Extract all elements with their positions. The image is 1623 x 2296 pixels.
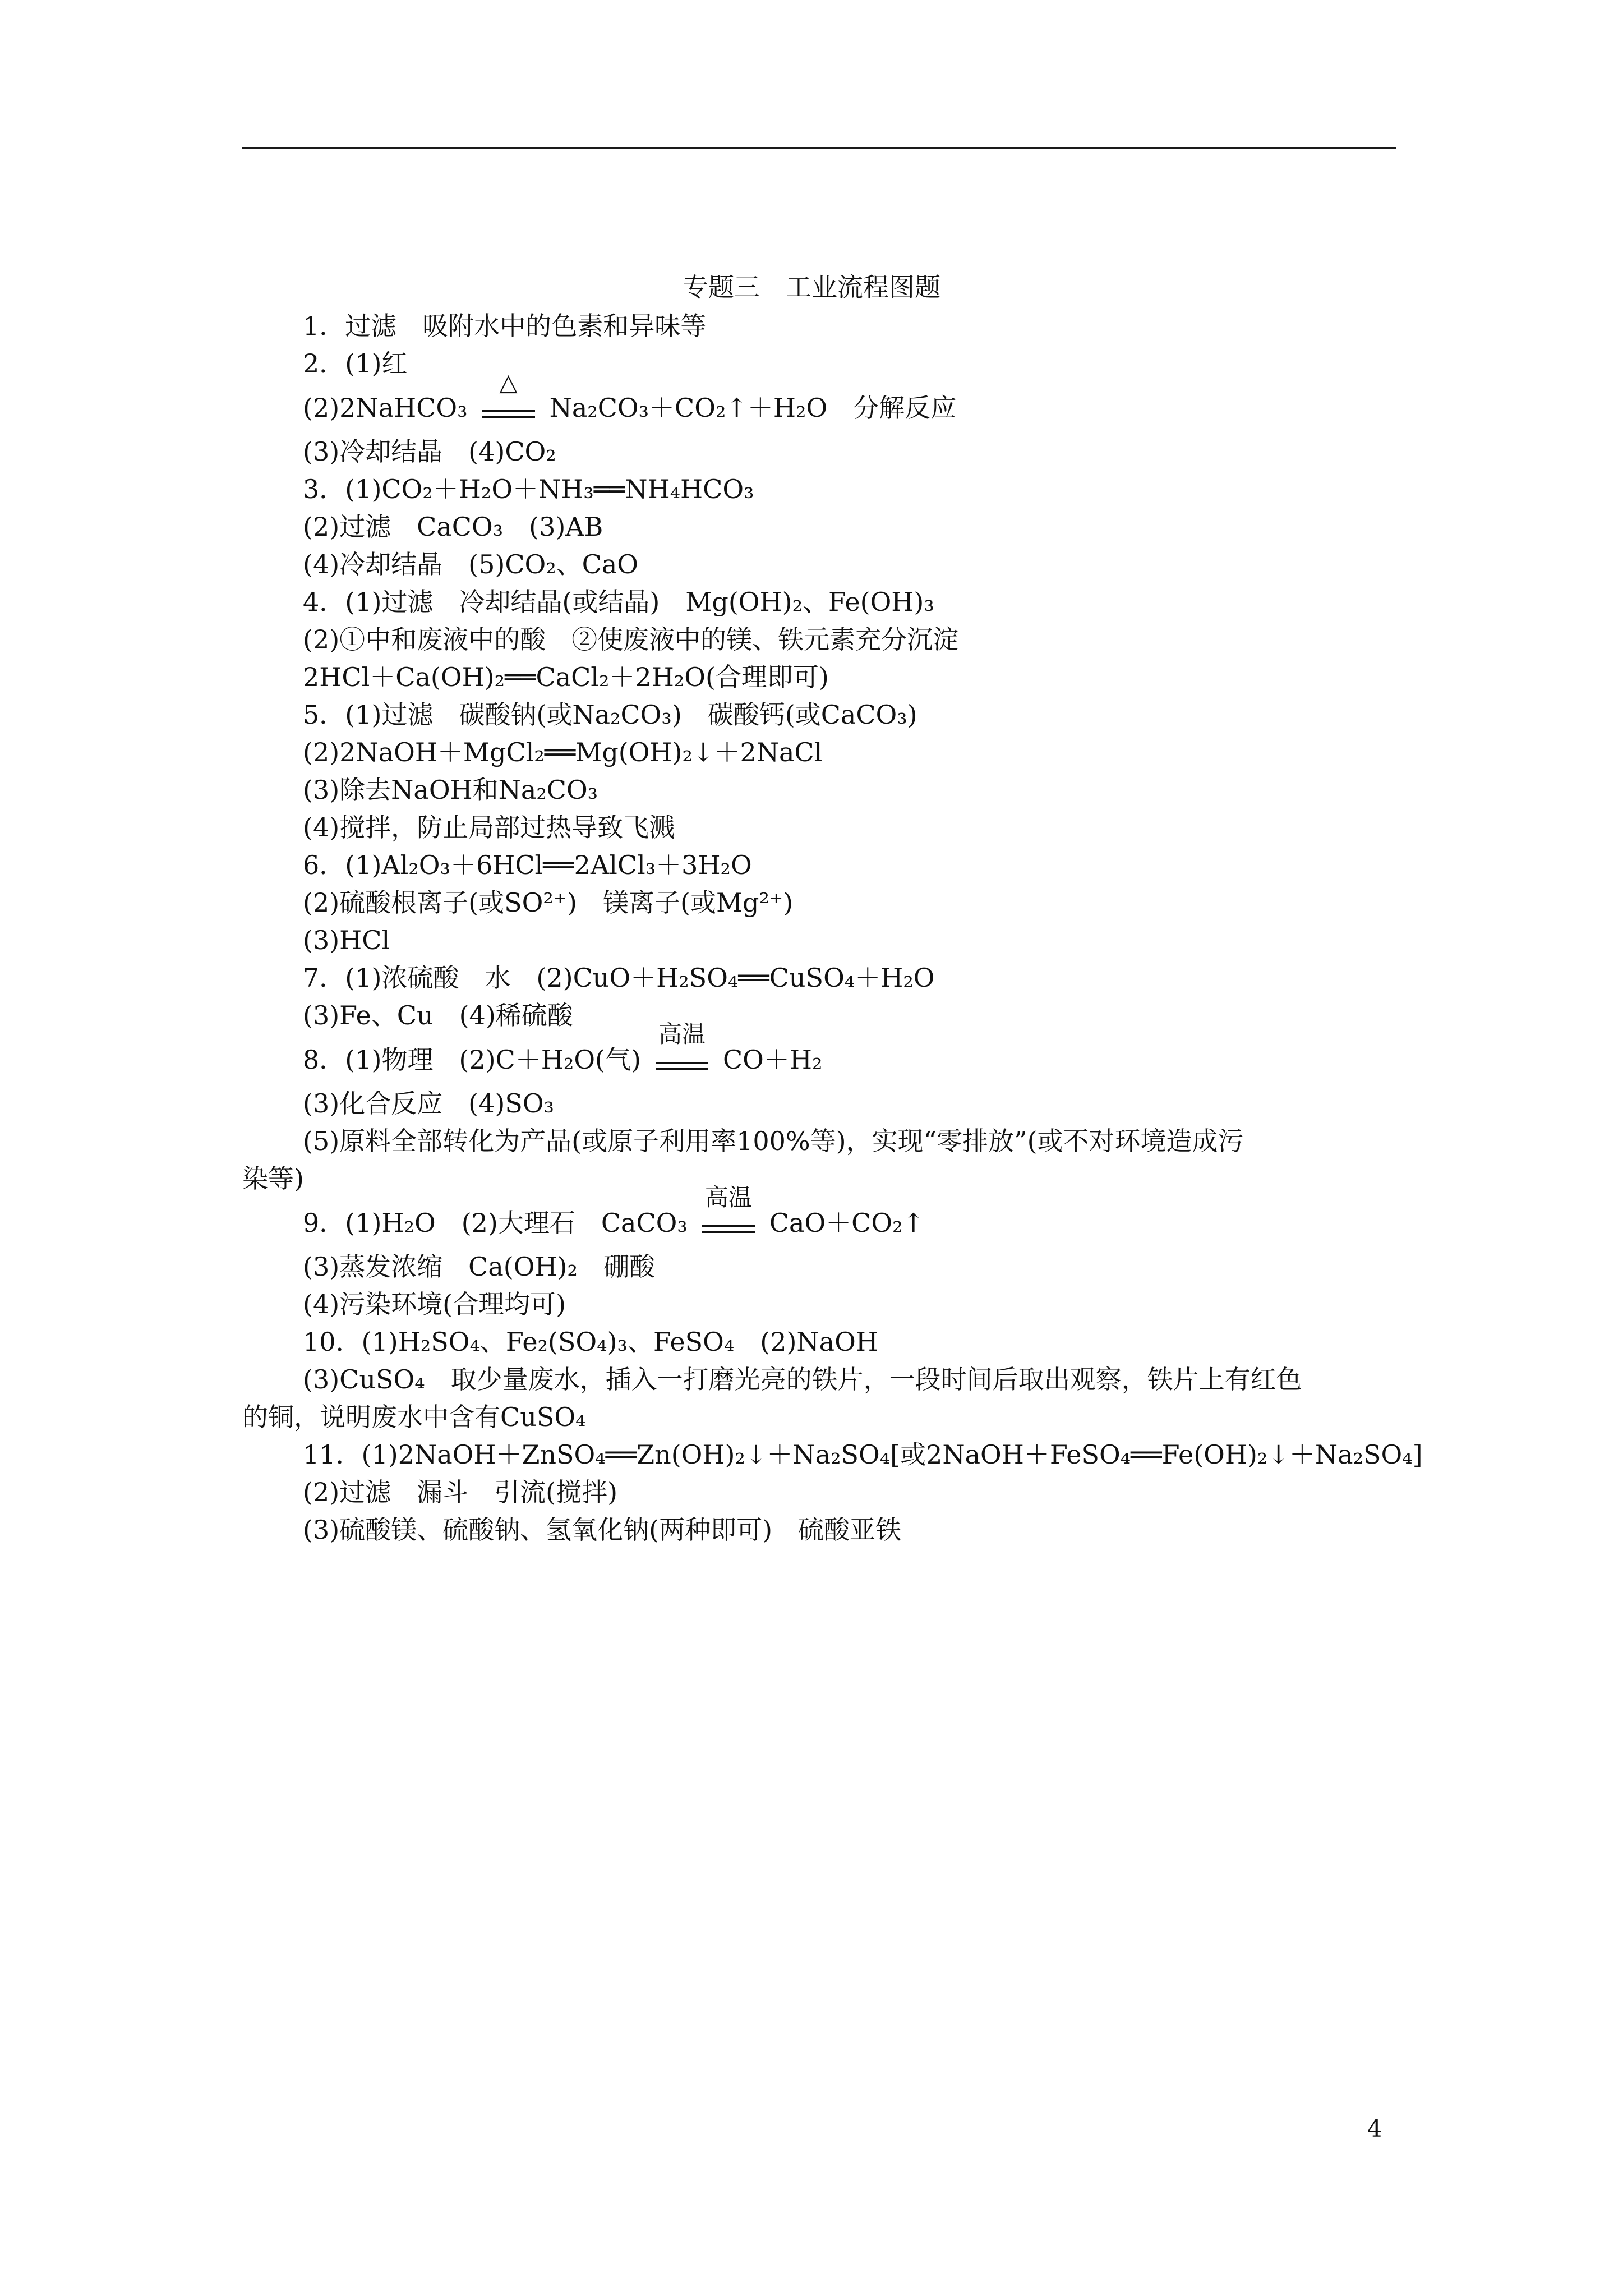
equation-reactants: 9．(1)H₂O (2)大理石 CaCO₃ [303,1208,688,1238]
high-temperature-condition: 高温 [658,1020,706,1048]
answer-line-12: (2)2NaOH＋MgCl₂══Mg(OH)₂↓＋2NaCl [303,737,823,767]
answer-line-21: (3)化合反应 (4)SO₃ [303,1088,554,1119]
answer-line-28: (3)CuSO₄ 取少量废水，插入一打磨光亮的铁片，一段时间后取出观察，铁片上有红色 [303,1364,1302,1395]
answer-line-22: (5)原料全部转化为产品(或原子利用率100%等)，实现“零排放”(或不对环境造成污 [303,1126,1244,1156]
heat-condition: △ [499,369,518,396]
answer-line-9: (2)①中和废液中的酸 ②使废液中的镁、铁元素充分沉淀 [303,624,959,655]
answer-line-17: (3)HCl [303,925,390,955]
answer-line-8: 4．(1)过滤 冷却结晶(或结晶) Mg(OH)₂、Fe(OH)₃ [303,587,934,617]
page-number: 4 [1367,2115,1382,2142]
answer-line-6: (2)过滤 CaCO₃ (3)AB [303,512,603,542]
answer-line-19: (3)Fe、Cu (4)稀硫酸 [303,1000,573,1030]
equation-line [303,369,1396,433]
answer-line-1: 1．过滤 吸附水中的色素和异味等 [303,311,707,341]
answer-line-15: 6．(1)Al₂O₃＋6HCl══2AlCl₃＋3H₂O [303,850,752,880]
equation-reactants: 8．(1)物理 (2)C＋H₂O(气) [303,1045,641,1075]
answer-line-18: 7．(1)浓硫酸 水 (2)CuO＋H₂SO₄══CuSO₄＋H₂O [303,963,935,993]
reaction-condition-sign [651,1020,713,1073]
reaction-condition-sign [698,1184,759,1236]
equation-products: Na₂CO₃＋CO₂↑＋H₂O 分解反应 [549,393,957,423]
high-temperature-condition: 高温 [704,1184,752,1211]
equation-products: CO＋H₂ [722,1045,823,1075]
equation-products: CaO＋CO₂↑ [769,1208,925,1238]
answer-line-16: (2)硫酸根离子(或SO²⁺) 镁离子(或Mg²⁺) [303,887,794,918]
answer-line-26: (4)污染环境(合理均可) [303,1289,566,1319]
answer-line-13: (3)除去NaOH和Na₂CO₃ [303,775,598,805]
answer-line-23: 染等) [242,1163,304,1194]
answer-line-27: 10．(1)H₂SO₄、Fe₂(SO₄)₃、FeSO₄ (2)NaOH [303,1327,878,1357]
equation-line [303,1020,1396,1085]
answer-line-5: 3．(1)CO₂＋H₂O＋NH₃══NH₄HCO₃ [303,474,754,504]
header-rule [242,147,1396,149]
reaction-condition-sign [478,369,540,421]
page-title: 专题三 工业流程图题 [683,272,940,302]
answer-line-2: 2．(1)红 [303,348,408,379]
equation-reactants: (2)2NaHCO₃ [303,393,468,423]
answer-line-4: (3)冷却结晶 (4)CO₂ [303,436,556,467]
answer-line-14: (4)搅拌，防止局部过热导致飞溅 [303,812,675,843]
answer-line-25: (3)蒸发浓缩 Ca(OH)₂ 硼酸 [303,1251,655,1282]
answer-line-11: 5．(1)过滤 碳酸钠(或Na₂CO₃) 碳酸钙(或CaCO₃) [303,700,917,730]
answer-line-29: 的铜，说明废水中含有CuSO₄ [242,1402,586,1432]
equation-line [303,1184,1396,1248]
answer-line-31: (2)过滤 漏斗 引流(搅拌) [303,1477,618,1507]
answer-line-30: 11．(1)2NaOH＋ZnSO₄══Zn(OH)₂↓＋Na₂SO₄[或2NaOH＋FeSO₄══Fe(OH)₂↓＋Na₂SO₄] [303,1439,1423,1470]
answer-list [242,307,1423,1549]
answer-line-7: (4)冷却结晶 (5)CO₂、CaO [303,549,638,579]
answer-line-32: (3)硫酸镁、硫酸钠、氢氧化钠(两种即可) 硫酸亚铁 [303,1515,902,1545]
answer-line-10: 2HCl＋Ca(OH)₂══CaCl₂＋2H₂O(合理即可) [303,662,829,692]
